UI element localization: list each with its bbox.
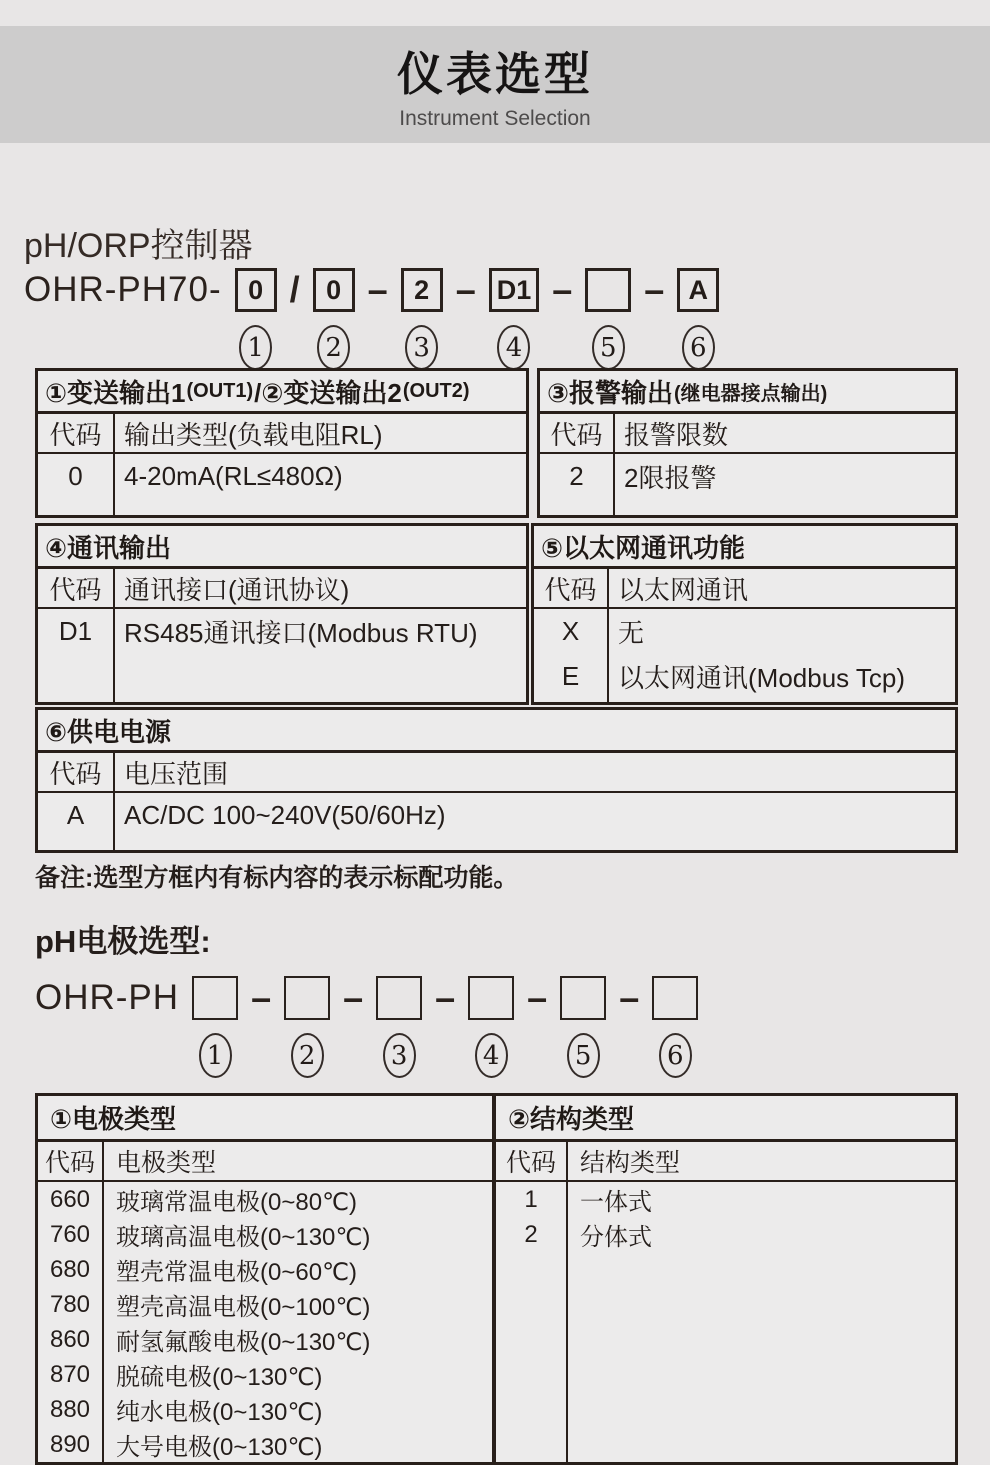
header-text: ③报警输出: [547, 377, 674, 408]
header-text: ⑤以太网通讯功能: [541, 532, 746, 563]
controller-model-prefix: OHR-PH70-: [24, 270, 222, 309]
desc-column-header: 以太网通讯: [609, 569, 955, 609]
electrode-position-4: 4: [475, 1033, 508, 1078]
controller-slot-5: [585, 268, 631, 370]
table-power-supply-header: [38, 710, 955, 753]
desc-column-header: 电极类型: [104, 1142, 492, 1182]
table-ethernet-function-header: [534, 526, 955, 569]
code-column: [38, 753, 115, 850]
desc-cell: 纯水电极(0~130℃): [116, 1399, 323, 1426]
electrode-type-header: [38, 1096, 492, 1142]
electrode-position-5: 5: [567, 1033, 600, 1078]
electrode-slot-2: [284, 976, 330, 1078]
desc-cell: 耐氢氟酸电极(0~130℃): [116, 1329, 371, 1356]
code-cell: E: [561, 661, 580, 691]
header-text: ⑥供电电源: [45, 716, 172, 747]
table-communication-output: [35, 523, 529, 705]
controller-box-1: 0: [235, 268, 277, 312]
code-cell: 870: [49, 1360, 91, 1388]
code-column-header: 代码: [534, 569, 607, 609]
electrode-box-3: [376, 976, 422, 1020]
page-subtitle: Instrument Selection: [399, 107, 591, 130]
desc-column-header: 电压范围: [115, 753, 955, 793]
separator-dash: –: [455, 269, 476, 310]
header-text-small: (OUT2): [402, 379, 470, 402]
table-columns: [496, 1142, 955, 1462]
desc-cell: 脱硫电极(0~130℃): [116, 1364, 323, 1391]
table-columns: [534, 569, 955, 702]
table-columns: [38, 753, 955, 850]
header-text: ①电极类型: [50, 1104, 177, 1134]
separator-slash: /: [289, 269, 300, 310]
controller-position-1: 1: [239, 325, 272, 370]
controller-slot-3: [401, 268, 443, 370]
table-electrode-selection: [35, 1093, 958, 1465]
desc-column-header: 输出类型(负载电阻RL): [115, 414, 526, 454]
code-cell: D1: [58, 616, 93, 646]
desc-column-header: 结构类型: [568, 1142, 955, 1182]
desc-column: [115, 753, 955, 850]
separator-dash: –: [367, 269, 388, 310]
structure-type-header: [496, 1096, 955, 1142]
separator-dash: –: [644, 269, 665, 310]
separator-dash: –: [552, 269, 573, 310]
desc-cell: 以太网通讯(Modbus Tcp): [618, 663, 906, 693]
desc-cell: RS485通讯接口(Modbus RTU): [124, 618, 478, 648]
controller-slot-2: [313, 268, 355, 370]
electrode-slot-3: [376, 976, 422, 1078]
separator-dash: –: [619, 977, 640, 1018]
code-column: [38, 1142, 104, 1462]
title-band: [0, 26, 990, 143]
code-column-header: 代码: [38, 1142, 102, 1182]
header-text: ②结构类型: [508, 1104, 635, 1134]
controller-position-4: 4: [497, 325, 530, 370]
table-transmission-output-header: [38, 371, 526, 414]
code-cell: 0: [68, 461, 83, 491]
desc-column: [609, 569, 955, 702]
electrode-position-1: 1: [199, 1033, 232, 1078]
code-column-header: 代码: [38, 569, 113, 609]
table-communication-output-header: [38, 526, 526, 569]
separator-dash: –: [251, 977, 272, 1018]
desc-cell: 大号电极(0~130℃): [116, 1434, 323, 1461]
desc-cell: 塑壳高温电极(0~100℃): [116, 1294, 371, 1321]
desc-cell: 玻璃常温电极(0~80℃): [116, 1189, 357, 1216]
code-cell: 2: [524, 1220, 538, 1248]
controller-slot-4: [489, 268, 540, 370]
code-column: [38, 414, 115, 515]
electrode-slot-6: [652, 976, 698, 1078]
header-text: ④通讯输出: [45, 532, 172, 563]
header-text-small: (继电器接点输出): [674, 382, 828, 405]
code-column-header: 代码: [38, 414, 113, 454]
electrode-position-2: 2: [291, 1033, 324, 1078]
electrode-box-1: [192, 976, 238, 1020]
electrode-slot-4: [468, 976, 514, 1078]
header-text: /②变送输出2: [254, 377, 402, 408]
controller-heading: pH/ORP控制器: [24, 227, 253, 265]
code-cell: 760: [49, 1220, 91, 1248]
code-cell: 1: [524, 1185, 538, 1213]
electrode-position-6: 6: [659, 1033, 692, 1078]
electrode-model-line: [35, 976, 698, 1078]
table-columns: [38, 569, 526, 702]
code-cell: A: [66, 800, 85, 830]
code-cell: 660: [49, 1185, 91, 1213]
table-columns: [38, 414, 526, 515]
separator-dash: –: [527, 977, 548, 1018]
desc-cell: AC/DC 100~240V(50/60Hz): [124, 800, 446, 830]
code-cell: 890: [49, 1430, 91, 1458]
desc-cell: 无: [618, 618, 645, 648]
code-cell: 780: [49, 1290, 91, 1318]
desc-cell: 4-20mA(RL≤480Ω): [124, 461, 343, 491]
desc-column-header: 通讯接口(通讯协议): [115, 569, 526, 609]
structure-type-section: [496, 1096, 955, 1462]
code-cell: 2: [569, 461, 584, 491]
electrode-box-6: [652, 976, 698, 1020]
electrode-type-section: [38, 1096, 496, 1462]
header-text: ①变送输出1: [45, 377, 186, 408]
controller-box-2: 0: [313, 268, 355, 312]
controller-position-3: 3: [405, 325, 438, 370]
code-cell: 680: [49, 1255, 91, 1283]
code-cell: 860: [49, 1325, 91, 1353]
selection-note: 备注:选型方框内有标内容的表示标配功能。: [35, 864, 519, 892]
code-cell: X: [561, 616, 580, 646]
code-column-header: 代码: [496, 1142, 566, 1182]
desc-cell: 分体式: [580, 1224, 652, 1251]
electrode-box-5: [560, 976, 606, 1020]
code-column: [496, 1142, 568, 1462]
controller-box-3: 2: [401, 268, 443, 312]
electrode-position-3: 3: [383, 1033, 416, 1078]
controller-slot-1: [235, 268, 277, 370]
code-column-header: 代码: [38, 753, 113, 793]
controller-position-2: 2: [317, 325, 350, 370]
controller-slot-6: [677, 268, 719, 370]
controller-box-6: A: [677, 268, 719, 312]
desc-column: [115, 569, 526, 702]
table-alarm-output: [537, 368, 958, 518]
controller-position-6: 6: [682, 325, 715, 370]
controller-box-5: [585, 268, 631, 312]
table-transmission-output: [35, 368, 529, 518]
controller-box-4: D1: [489, 268, 540, 312]
desc-cell: 塑壳常温电极(0~60℃): [116, 1259, 357, 1286]
desc-column: [615, 414, 955, 515]
code-column: [540, 414, 615, 515]
electrode-slot-1: [192, 976, 238, 1078]
electrode-model-prefix: OHR-PH: [35, 978, 180, 1017]
desc-cell: 一体式: [580, 1189, 652, 1216]
desc-column: [115, 414, 526, 515]
table-alarm-output-header: [540, 371, 955, 414]
desc-column: [568, 1142, 955, 1462]
code-cell: 880: [49, 1395, 91, 1423]
code-column-header: 代码: [540, 414, 613, 454]
table-ethernet-function: [531, 523, 958, 705]
electrode-box-4: [468, 976, 514, 1020]
separator-dash: –: [435, 977, 456, 1018]
table-columns: [38, 1142, 492, 1462]
desc-cell: 2限报警: [624, 463, 717, 493]
controller-model-line: [24, 268, 719, 370]
controller-position-5: 5: [592, 325, 625, 370]
desc-column: [104, 1142, 492, 1462]
header-text-small: (OUT1): [186, 379, 254, 402]
desc-cell: 玻璃高温电极(0~130℃): [116, 1224, 371, 1251]
page-title: 仪表选型: [397, 48, 593, 100]
separator-dash: –: [343, 977, 364, 1018]
table-columns: [540, 414, 955, 515]
table-power-supply: [35, 707, 958, 853]
code-column: [38, 569, 115, 702]
electrode-box-2: [284, 976, 330, 1020]
desc-column-header: 报警限数: [615, 414, 955, 454]
electrode-slot-5: [560, 976, 606, 1078]
code-column: [534, 569, 609, 702]
electrode-heading: pH电极选型:: [35, 924, 211, 959]
